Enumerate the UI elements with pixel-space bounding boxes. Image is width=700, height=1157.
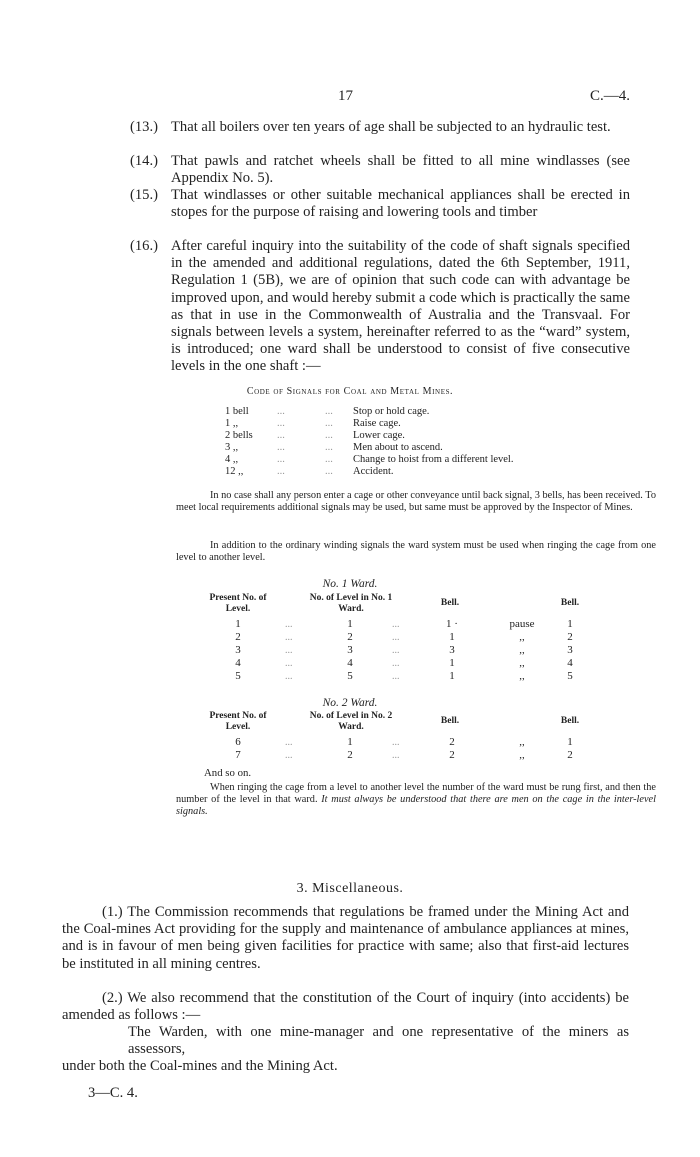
- ward-ringing-note: When ringing the cage from a level to another level the number of the ward must be rung first, and then the number of the level in that ward. It must always be understood that there are men on the cage in the inter-level signals.: [176, 782, 656, 818]
- footer-signature: 3—C. 4.: [88, 1085, 138, 1101]
- ward-system-note: In addition to the ordinary winding signals the ward system must be used when ringing the cage from one level to another level.: [176, 540, 656, 564]
- document-page: 17 C.—4. (13.) That all boilers over ten years of age shall be subjected to an hydraulic test. (14.) That pawls and ratchet wheels shall be fitted to all mine windlasses (see Appendix No. 5). (15.) That windlasses or other suitable mechanical appliances shall be erected in stopes for the purpose of raising and lowering tools and timber (16.) After careful inquiry into the suitability of the code of shaft signals specified in the amended and additional regulations, dated the 6th September, 1911, Regulation 1 (5B), we are of opinion that such code can with advantage be improved upon, and would hereby submit a code which is practically the same as that in use in the Commonwealth of Australia and the Transvaal. For signals between levels a system, hereinafter referred to as the “ward” system, is introduced; one ward shall be understood to consist of five consecutive levels in the one shaft :— Code of Signals for Coal and Metal Mines. 1 bell ... ... Stop or hold cage. 1 ,, ... ... Raise cage. 2 bells ... ... Lower cage. 3 ,, ... ... Men about to ascend. 4 ,, ... ... Change to hoist from a different level. 12 ,, ... ... Accident. In no case shall any person enter a cage or other conveyance until back signal, 3 bells, has been received. To meet local requirements additional signals may be used, but same must be approved by the Inspector of Mines. In addition to the ordinary winding signals the ward system must be used when ringing the cage from one level to another level. No. 1 Ward. Present No. of Level. No. of Level in No. 1 Ward. Bell. Bell. 1 ... 1 ... 1 · pause 1 2 ... 2 ... 1 ,, 2 3 ... 3 ... 3 ,, 3 4 ... 4 ... 1 ,, 4 5 ... 5 ... 1 ,, 5 No. 2 Ward. Present No. of Level. No. of Level in No. 2 Ward. Bell. Bell. 6 ... 1 ... 2 ,, 1 7 ... 2 ... 2 ,, 2 And so on. When ringing the cage from a level to another level the number of the ward must be rung first, and then the number of the level in that ward. It must always be understood that there are men on the cage in the inter-level signals. 3. Miscellaneous. (1.) The Commission recommends that regulations be framed under the Mining Act and the Coal-mines Act providing for the supply and maintenance of ambulance appliances at mines, and is in favour of men being given facilities for practice with same; also that first-aid lectures be instituted in all mining centres. (2.) We also recommend that the constitution of the Court of inquiry (into accidents) be amended as follows :— The Warden, with one mine-manager and one representative of the miners as assessors, under both the Coal-mines and the Mining Act. 3—C. 4.: [0, 0, 700, 1157]
- column-header-bell: Bell.: [560, 716, 580, 726]
- item-text: That all boilers over ten years of age shall be subjected to an hydraulic test.: [171, 119, 611, 135]
- section-title: 3. Miscellaneous.: [296, 881, 404, 896]
- item-text: After careful inquiry into the suitability of the code of shaft signals specified in the amended and additional regulations, dated the 6th September, 1911, Regulation 1 (5B), we are of opinion that such code can with advantage be improved upon, and would hereby submit a code which is practically the same as that in use in the Commonwealth of Australia and the Transvaal. For signals between levels a system, hereinafter referred to as the “ward” system, is introduced; one ward shall be understood to consist of five consecutive levels in the one shaft :—: [171, 238, 630, 375]
- column-header-ward-level: No. of Level in No. 2 Ward.: [309, 711, 393, 732]
- signal-bells: 2 bells: [225, 430, 253, 441]
- signal-note: In no case shall any person enter a cage or other conveyance until back signal, 3 bells, has been received. To meet local requirements additional signals may be used, but same must be approved by the Inspector of Mines.: [176, 490, 656, 514]
- item-number: (16.): [130, 238, 158, 254]
- column-header-ward-level: No. of Level in No. 1 Ward.: [309, 593, 393, 614]
- signal-bells: 12 ,,: [225, 466, 244, 477]
- column-header-bell: Bell.: [440, 716, 460, 726]
- item-number: (13.): [130, 119, 158, 135]
- ward-1-title: No. 1 Ward.: [322, 578, 378, 590]
- item-number: (14.): [130, 153, 158, 169]
- signal-meaning: Change to hoist from a different level.: [353, 454, 514, 465]
- list-item-16: [130, 238, 630, 376]
- misc-paragraph-2: (2.) We also recommend that the constitution of the Court of inquiry (into accidents) be amended as follows :—: [62, 990, 629, 1024]
- misc-subparagraph: The Warden, with one mine-manager and one representative of the miners as assessors,: [128, 1024, 629, 1058]
- signal-meaning: Raise cage.: [353, 418, 401, 429]
- list-item-14: [130, 153, 630, 187]
- signal-bells: 4 ,,: [225, 454, 239, 465]
- ward-2-title: No. 2 Ward.: [322, 697, 378, 709]
- signal-bells: 1 bell: [225, 406, 249, 417]
- list-item-15: [130, 187, 630, 221]
- item-text: That pawls and ratchet wheels shall be fitted to all mine windlasses (see Appendix No. 5).: [171, 153, 630, 187]
- and-so-on: And so on.: [204, 767, 252, 779]
- column-header-bell: Bell.: [440, 598, 460, 608]
- item-text: That windlasses or other suitable mechanical appliances shall be erected in stopes for the purpose of raising and lowering tools and timber: [171, 187, 630, 221]
- signal-meaning: Lower cage.: [353, 430, 405, 441]
- misc-paragraph-1: (1.) The Commission recommends that regulations be framed under the Mining Act and the Coal-mines Act providing for the supply and maintenance of ambulance appliances at mines, and is in favour of men being given facilities for practice with same; also that first-aid lectures be instituted in all mining centres.: [62, 904, 629, 972]
- column-header-present-level: Present No. of Level.: [209, 711, 267, 732]
- signal-bells: 1 ,,: [225, 418, 239, 429]
- signal-code-title: Code of Signals for Coal and Metal Mines.: [246, 386, 454, 397]
- item-number: (15.): [130, 187, 158, 203]
- misc-closing-line: under both the Coal-mines and the Mining Act.: [62, 1058, 338, 1074]
- document-reference: C.—4.: [590, 88, 631, 104]
- signal-bells: 3 ,,: [225, 442, 239, 453]
- column-header-bell: Bell.: [560, 598, 580, 608]
- page-number: 17: [338, 88, 353, 104]
- signal-meaning: Stop or hold cage.: [353, 406, 430, 417]
- column-header-present-level: Present No. of Level.: [209, 593, 267, 614]
- ward-ringing-note-italic: It must always be understood that there are men on the cage in the inter-level signals.: [176, 794, 656, 818]
- signal-meaning: Accident.: [353, 466, 394, 477]
- list-item-13: [130, 119, 630, 136]
- signal-meaning: Men about to ascend.: [353, 442, 443, 453]
